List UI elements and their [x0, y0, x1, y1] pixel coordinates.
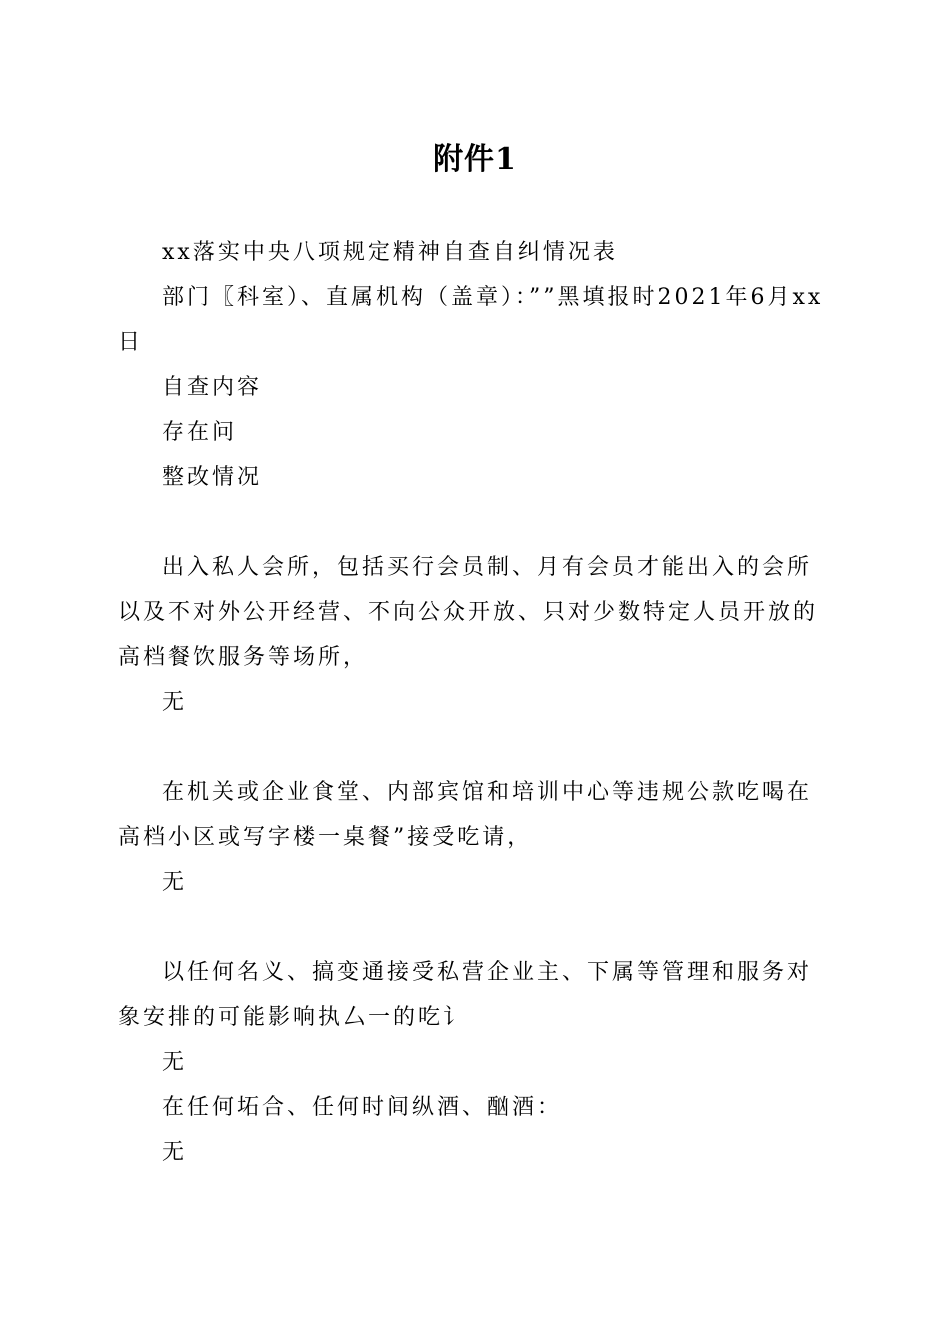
form-header-line: 部门〖科室）、直属机构（盖章）：””黑填报时2021年6月xx日: [118, 285, 824, 355]
document-body: [118, 230, 828, 1175]
item-text-4: 在任何坧合、任何时间纵酒、酗酒：: [162, 1095, 563, 1120]
item-answer-1: 无: [162, 690, 188, 715]
item-text-1: 出入私人会所，包括买行会员制、月有会员才能出入的会所以及不对外公开经营、不向公众开放、只对少数特定人员开放的高档餐饮服务等场所，: [118, 555, 819, 670]
item-answer-2: 无: [162, 870, 188, 895]
item-text-2: 在机关或企业食堂、内部宾馆和培训中心等违规公款吃喝在高档小区或写字楼一桌餐”接受吃请，: [118, 780, 813, 850]
spacer: [118, 500, 828, 545]
spacer: [118, 905, 828, 950]
column-issue-label: 存在问: [162, 420, 238, 445]
item-text-3: 以任何名义、搞变通接受私营企业主、下属等管理和服务对象安排的可能影响执厶一的吃讠: [118, 960, 813, 1030]
item-answer-4: 无: [162, 1140, 188, 1165]
document-title: 附件1: [433, 142, 517, 177]
spacer: [118, 725, 828, 770]
item-answer-3: 无: [162, 1050, 188, 1075]
form-title: xx落实中央八项规定精神自查自纠情况表: [162, 240, 618, 265]
column-rectify-label: 整改情况: [162, 465, 263, 490]
column-content-label: 自查内容: [162, 375, 263, 400]
